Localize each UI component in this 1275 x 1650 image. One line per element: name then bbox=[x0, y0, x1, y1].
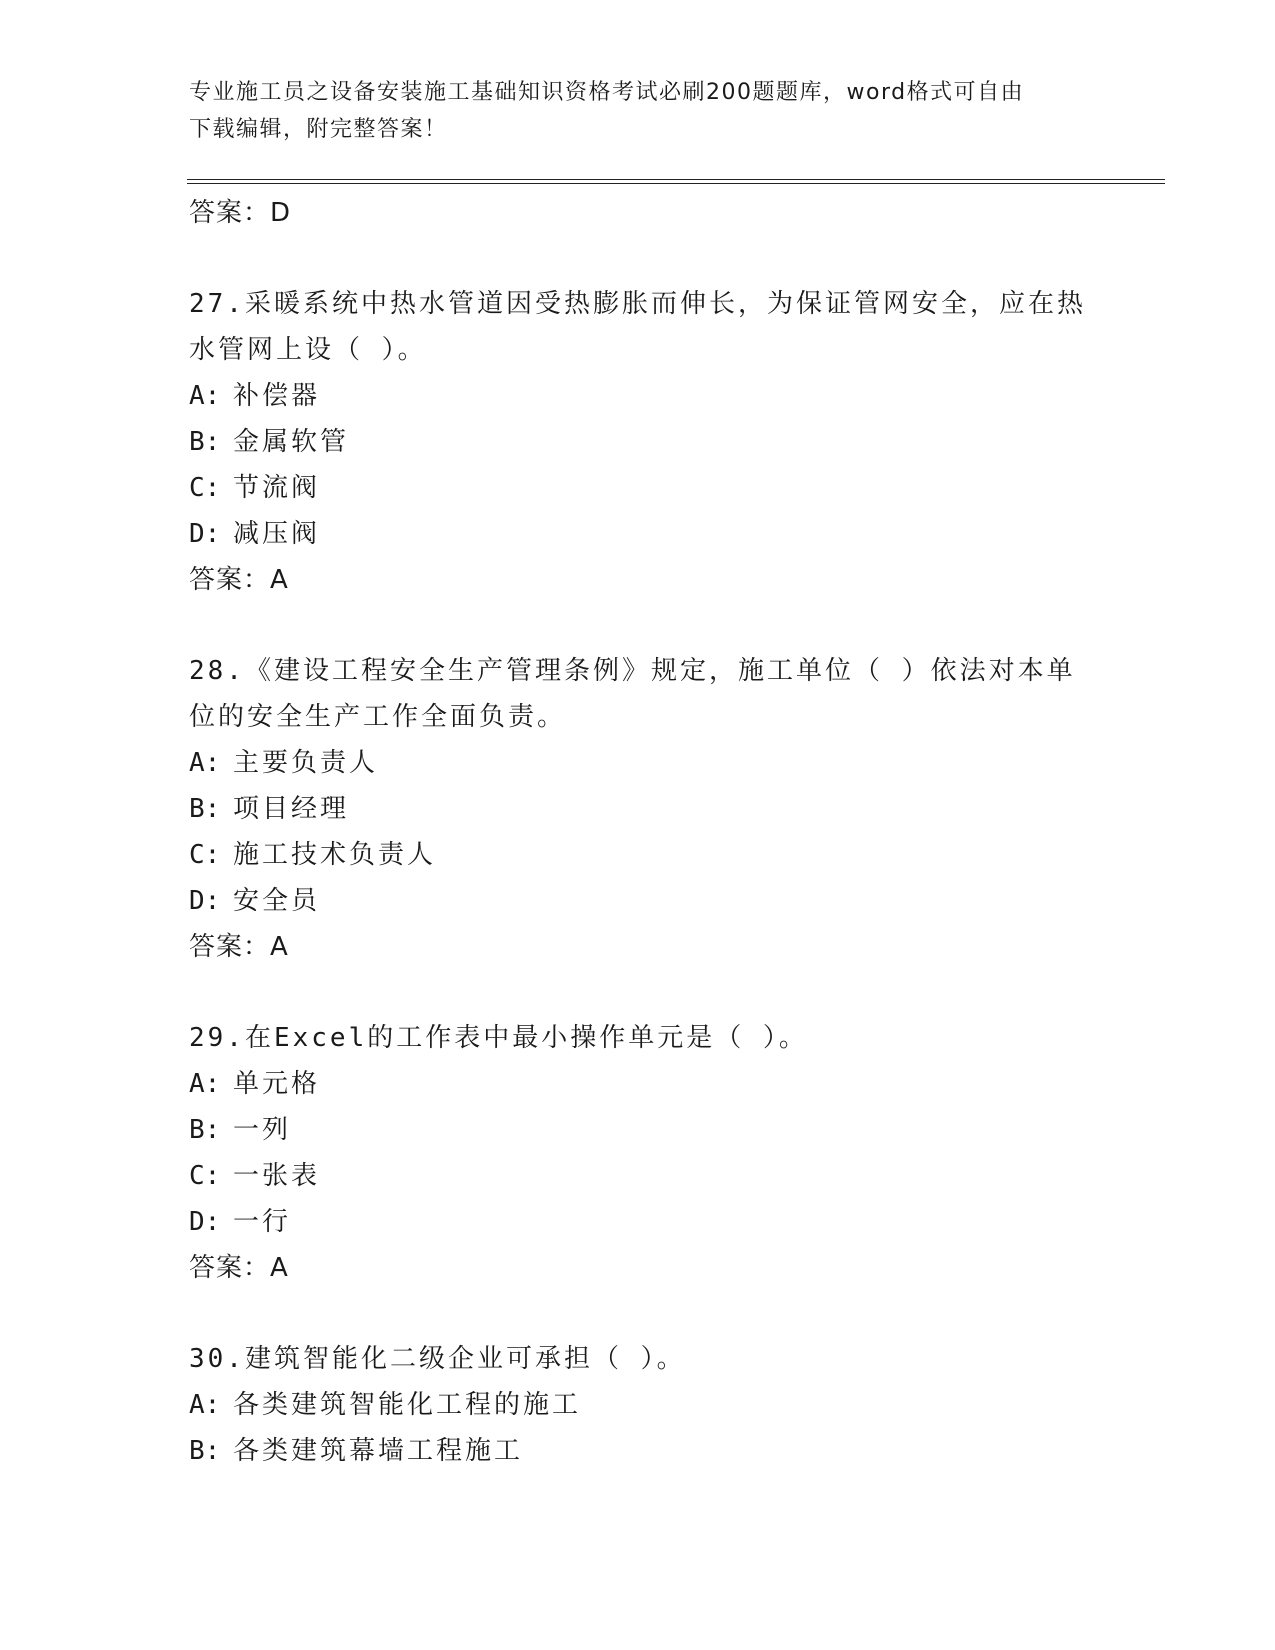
header-divider-top bbox=[187, 179, 1165, 180]
option-key: D : bbox=[189, 511, 233, 557]
option-key: D : bbox=[189, 878, 233, 924]
question-28 bbox=[189, 648, 1089, 970]
question-stem-line: 30.建筑智能化二级企业可承担（ ）。 bbox=[189, 1344, 686, 1374]
option-text: 施工技术负责人 bbox=[233, 840, 437, 870]
option-key: B : bbox=[189, 1428, 233, 1474]
header-line-2: 下载编辑，附完整答案！ bbox=[189, 117, 448, 142]
option-key: D : bbox=[189, 1199, 233, 1245]
question-stem-line: 水管网上设（ ）。 bbox=[189, 335, 427, 365]
header-line-1: 专业施工员之设备安装施工基础知识资格考试必刷200题题库，word格式可自由 bbox=[189, 80, 1025, 105]
option-c bbox=[189, 1153, 1089, 1199]
question-stem bbox=[189, 281, 1089, 373]
option-text: 一行 bbox=[233, 1207, 292, 1237]
option-d bbox=[189, 511, 1089, 557]
option-text: 补偿器 bbox=[233, 381, 321, 411]
option-text: 项目经理 bbox=[233, 794, 350, 824]
option-key: C : bbox=[189, 832, 233, 878]
option-text: 单元格 bbox=[233, 1069, 321, 1099]
question-30 bbox=[189, 1336, 1089, 1474]
option-text: 各类建筑智能化工程的施工 bbox=[233, 1390, 582, 1420]
option-key: B : bbox=[189, 1107, 233, 1153]
option-text: 主要负责人 bbox=[233, 748, 379, 778]
document-header bbox=[189, 74, 1069, 148]
option-text: 安全员 bbox=[233, 886, 321, 916]
option-key: C : bbox=[189, 1153, 233, 1199]
option-text: 一列 bbox=[233, 1115, 292, 1145]
option-text: 减压阀 bbox=[233, 519, 321, 549]
question-29 bbox=[189, 1015, 1089, 1291]
option-key: A : bbox=[189, 1061, 233, 1107]
option-key: B : bbox=[189, 786, 233, 832]
answer-line: 答案：A bbox=[189, 565, 289, 595]
option-text: 各类建筑幕墙工程施工 bbox=[233, 1436, 524, 1466]
option-b bbox=[189, 1428, 1089, 1474]
question-27 bbox=[189, 281, 1089, 603]
option-a bbox=[189, 373, 1089, 419]
question-stem-line: 29.在Excel的工作表中最小操作单元是（ ）。 bbox=[189, 1023, 808, 1053]
option-key: C : bbox=[189, 465, 233, 511]
question-list bbox=[189, 190, 1089, 1474]
option-c bbox=[189, 465, 1089, 511]
option-text: 一张表 bbox=[233, 1161, 321, 1191]
question-stem bbox=[189, 1336, 1089, 1382]
option-c bbox=[189, 832, 1089, 878]
option-d bbox=[189, 1199, 1089, 1245]
question-stem bbox=[189, 648, 1089, 740]
option-key: B : bbox=[189, 419, 233, 465]
question-stem-line: 27.采暖系统中热水管道因受热膨胀而伸长，为保证管网安全，应在热 bbox=[189, 289, 1086, 319]
option-key: A : bbox=[189, 373, 233, 419]
answer-line: 答案：A bbox=[189, 932, 289, 962]
question-stem-line: 28.《建设工程安全生产管理条例》规定，施工单位（ ）依法对本单 bbox=[189, 656, 1076, 686]
answer-line: 答案：A bbox=[189, 1253, 289, 1283]
answer-line: 答案：D bbox=[189, 198, 292, 228]
option-a bbox=[189, 740, 1089, 786]
option-text: 金属软管 bbox=[233, 427, 350, 457]
option-a bbox=[189, 1061, 1089, 1107]
option-b bbox=[189, 786, 1089, 832]
question-stem-line: 位的安全生产工作全面负责。 bbox=[189, 702, 567, 732]
option-b bbox=[189, 1107, 1089, 1153]
question-stem bbox=[189, 1015, 1089, 1061]
option-key: A : bbox=[189, 1382, 233, 1428]
option-d bbox=[189, 878, 1089, 924]
header-divider-bottom bbox=[187, 183, 1165, 184]
option-b bbox=[189, 419, 1089, 465]
option-text: 节流阀 bbox=[233, 473, 321, 503]
option-key: A : bbox=[189, 740, 233, 786]
option-a bbox=[189, 1382, 1089, 1428]
